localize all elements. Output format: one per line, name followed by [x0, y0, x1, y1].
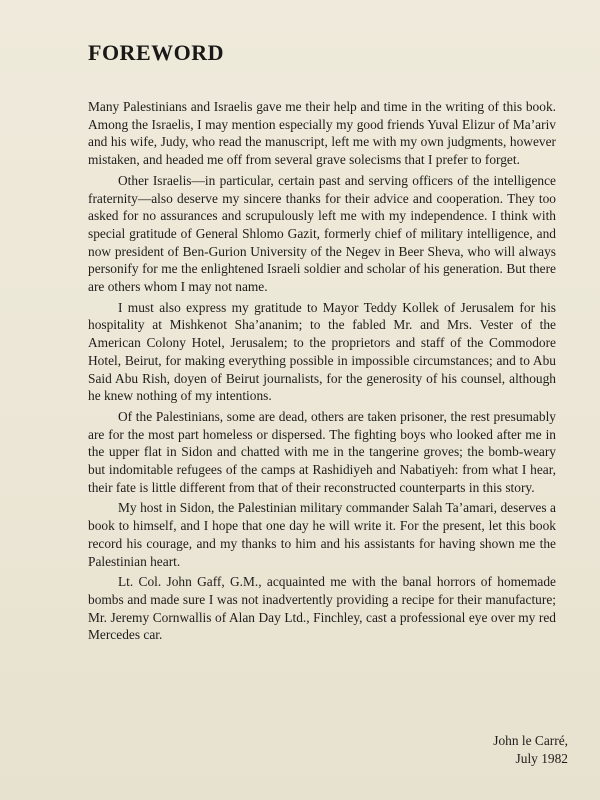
paragraph-3: I must also express my gratitude to Mayor Teddy Kollek of Jerusalem for his hospitality at Mishkenot Sha’ananim; to the fabled Mr. and Mrs. Vester of the American Colony Hotel, Jerusalem; to the proprietors and staff of the Commodore Hotel, Beirut, for making everything possible in impossible circumstances; and to Abu Said Abu Rish, doyen of Beirut journalists, for the generosity of his counsel, although he knew nothing of my intentions.	[88, 299, 556, 404]
signature-date: July 1982	[515, 750, 568, 766]
paragraph-5: My host in Sidon, the Palestinian military commander Salah Ta’amari, deserves a book to himself, and I hope that one day he will write it. For the present, let this book record his courage, and my thanks to him and his assistants for having shown me the Palestinian heart.	[88, 500, 556, 569]
signature-name: John le Carré,	[493, 733, 568, 748]
paragraph-4: Of the Palestinians, some are dead, others are taken prisoner, the rest presumably are for the most part homeless or dispersed. The fighting boys who looked after me in the upper flat in Sidon and chatted with me in the tangerine groves; the bomb-weary but indomitable refugees of the camps at Rashidiyeh and Nabatiyeh: from what I hear, their fate is little different from that of their reconstructed counterparts in this story.	[88, 408, 556, 495]
foreword-body	[88, 98, 556, 647]
paragraph-1: Many Palestinians and Israelis gave me their help and time in the writing of this book. Among the Israelis, I may mention especially my good friends Yuval Elizur of Ma’ariv and his wife, Judy, who read the manuscript, left me with my own judgments, however mistaken, and headed me off from several grave solecisms that I prefer to forget.	[88, 99, 556, 168]
paragraph-2: Other Israelis—in particular, certain past and serving officers of the intelligence fraternity—also deserve my sincere thanks for their advice and cooperation. They too asked for no assurances and scrupulously left me with my independence. I think with special gratitude of General Shlomo Gazit, formerly chief of military intelligence, and now president of Ben-Gurion University of the Negev in Beer Sheva, who will always personify for me the enlightened Israeli soldier and scholar of his generation. But there are others whom I may not name.	[88, 172, 556, 295]
paragraph-6: Lt. Col. John Gaff, G.M., acquainted me with the banal horrors of homemade bombs and made sure I was not inadvertently providing a recipe for their manufacture; Mr. Jeremy Cornwallis of Alan Day Ltd., Finchley, cast a professional eye over my red Mercedes car.	[88, 574, 556, 643]
signature-block	[493, 732, 568, 767]
page-title: FOREWORD	[88, 40, 224, 65]
